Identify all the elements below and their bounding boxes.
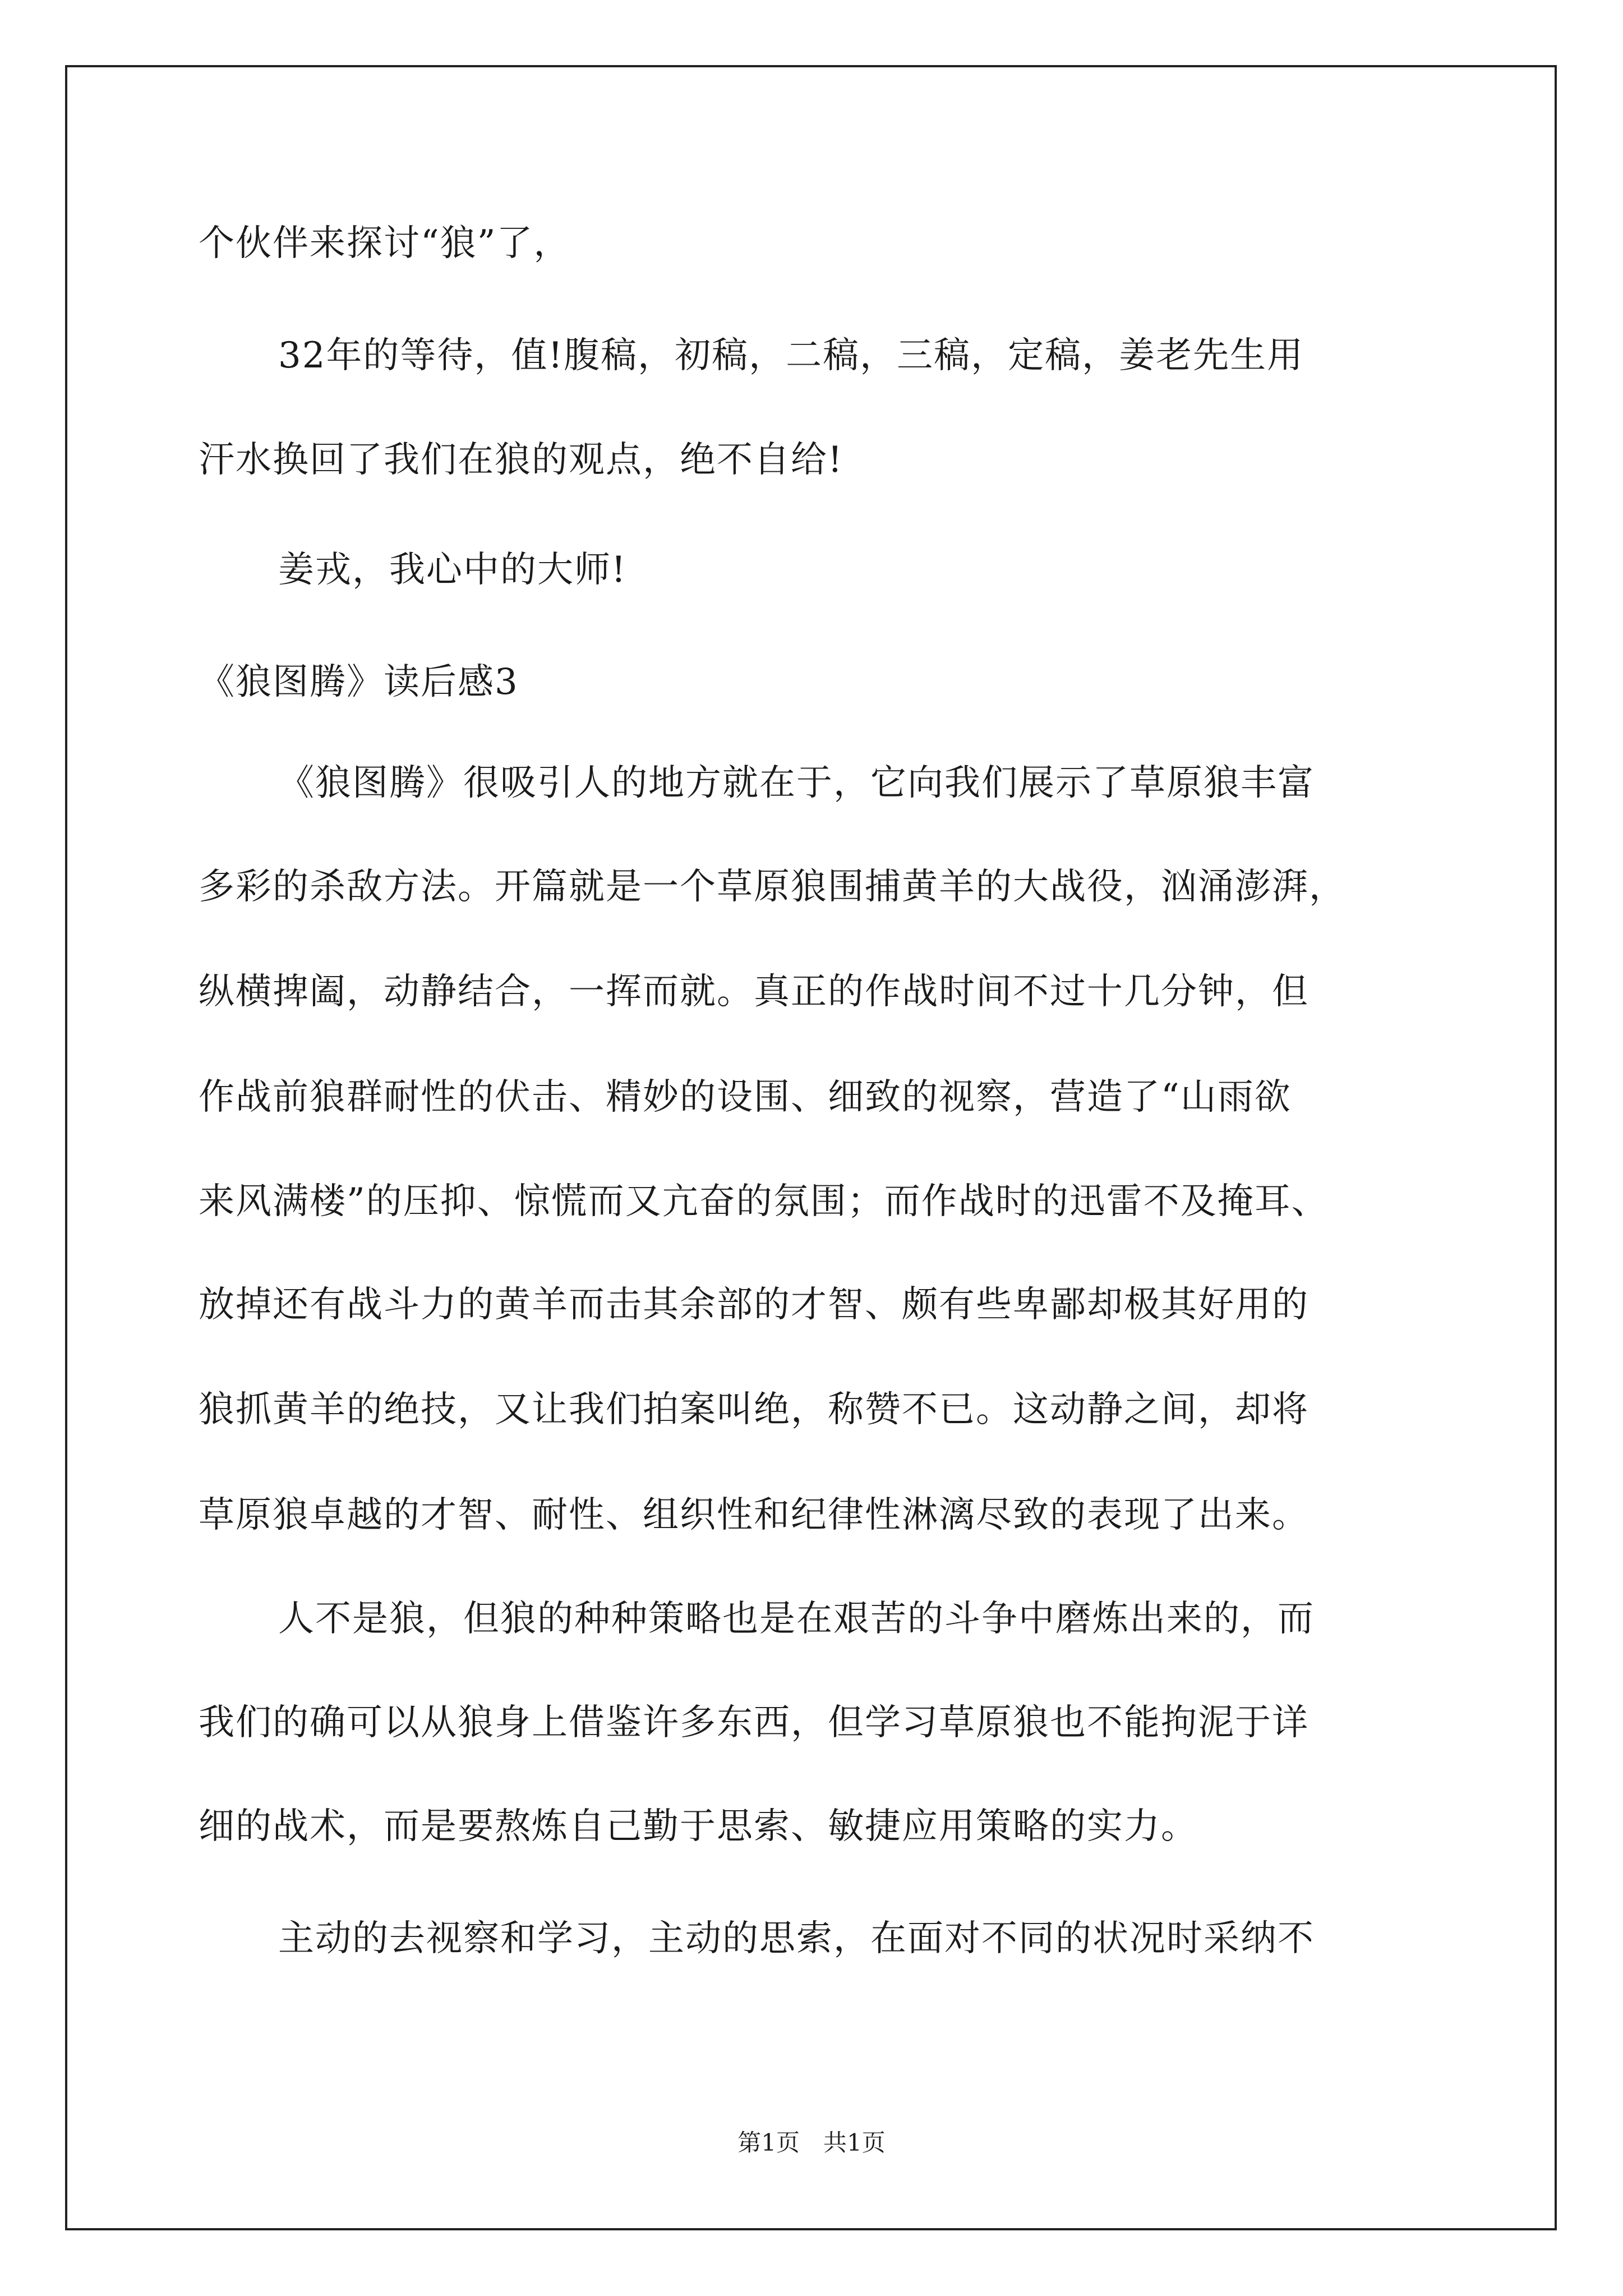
page-border (65, 65, 1557, 2230)
text-line: 我们的确可以从狼身上借鉴许多东西，但学习草原狼也不能拘泥于详 (199, 1702, 1309, 1743)
text-line: 作战前狼群耐性的伏击、精妙的设围、细致的视察，营造了“山雨欲 (199, 1076, 1292, 1118)
text-line: 个伙伴来探讨“狼”了， (199, 223, 571, 264)
paragraph-line: 32年的等待，值!腹稿，初稿，二稿，三稿，定稿，姜老先生用 (278, 335, 1304, 376)
paragraph-line: 姜戎，我心中的大师! (278, 549, 627, 591)
text-line: 草原狼卓越的才智、耐性、组织性和纪律性淋漓尽致的表现了出来。 (199, 1494, 1309, 1536)
text-line: 纵横捭阖，动静结合，一挥而就。真正的作战时间不过十几分钟，但 (199, 971, 1309, 1013)
page-number: 第1页 共1页 (737, 2129, 886, 2156)
text-line: 狼抓黄羊的绝技，又让我们拍案叫绝，称赞不已。这动静之间，却将 (199, 1389, 1309, 1430)
paragraph-line: 《狼图腾》很吸引人的地方就在于，它向我们展示了草原狼丰富 (278, 762, 1315, 804)
section-heading: 《狼图腾》读后感3 (199, 661, 519, 703)
paragraph-line: 人不是狼，但狼的种种策略也是在艰苦的斗争中磨炼出来的，而 (278, 1598, 1315, 1640)
text-line: 细的战术，而是要熬炼自己勤于思索、敏捷应用策略的实力。 (199, 1806, 1198, 1847)
paragraph-line: 主动的去视察和学习，主动的思索，在面对不同的状况时采纳不 (278, 1918, 1315, 1959)
text-line: 放掉还有战斗力的黄羊而击其余部的才智、颇有些卑鄙却极其好用的 (199, 1284, 1309, 1326)
text-line: 来风满楼”的压抑、惊慌而又亢奋的氛围；而作战时的迅雷不及掩耳、 (199, 1181, 1329, 1222)
text-line: 汗水换回了我们在狼的观点，绝不自给! (199, 439, 843, 481)
text-line: 多彩的杀敌方法。开篇就是一个草原狼围捕黄羊的大战役，汹涌澎湃， (199, 866, 1346, 908)
